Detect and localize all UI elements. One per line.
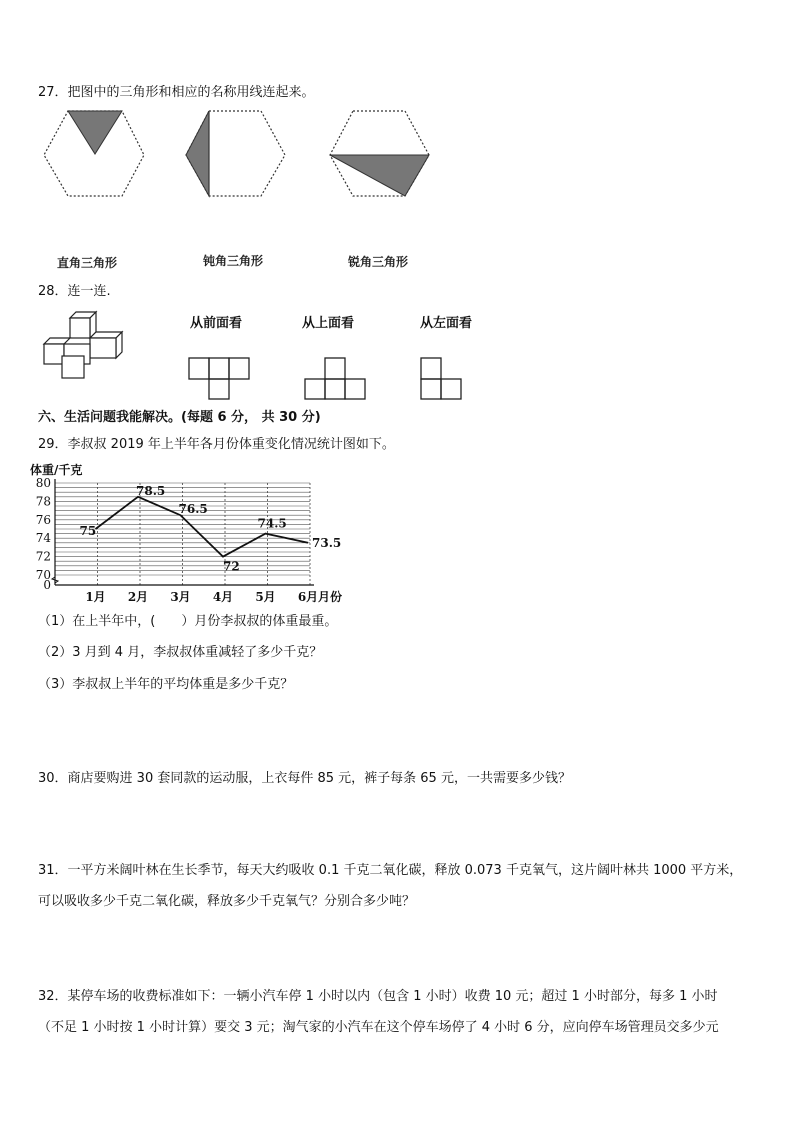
y-axis-title: 体重/千克 <box>30 463 83 477</box>
q29-sub3: （3）李叔叔上半年的平均体重是多少千克？ <box>38 677 294 692</box>
data-label: 73.5 <box>312 535 342 550</box>
weight-line-chart <box>30 458 370 608</box>
q29-sub2: （2）3 月到 4 月，李叔叔体重减轻了多少千克？ <box>38 645 323 660</box>
view-figure-l-shape <box>420 356 470 406</box>
x-axis-title: 月份 <box>317 590 343 604</box>
y-tick-label: 70 <box>35 568 51 582</box>
q31-line1: 31．一平方米阔叶林在生长季节，每天大约吸收 0.1 千克二氧化碳，释放 0.073 千克氧气，这片阔叶林共 1000 平方米， <box>38 863 743 878</box>
y-tick-label: 80 <box>35 476 51 490</box>
hexagon-figure-1 <box>40 108 150 198</box>
view-figure-t-shape <box>188 356 258 406</box>
x-tick-label: 1月 <box>85 590 106 604</box>
y-tick-label: 76 <box>35 512 51 527</box>
data-label: 75 <box>79 524 97 538</box>
cube-stack-figure <box>42 312 132 382</box>
label-right-triangle: 直角三角形 <box>57 256 118 270</box>
data-label: 74.5 <box>257 516 287 531</box>
label-obtuse-triangle: 钝角三角形 <box>203 254 264 268</box>
x-tick-label: 2月 <box>127 590 149 604</box>
q32-line1: 32．某停车场的收费标准如下：一辆小汽车停 1 小时以内（包含 1 小时）收费 10 元；超过 1 小时部分，每多 1 小时 <box>38 989 718 1004</box>
q32-line2: （不足 1 小时按 1 小时计算）要交 3 元；淘气家的小汽车在这个停车场停了 4 小时 6 分，应向停车场管理员交多少元 <box>38 1020 719 1035</box>
q30-text: 30．商店要购进 30 套同款的运动服，上衣每件 85 元，裤子每条 65 元，一共需要多少钱？ <box>38 771 571 786</box>
view-front-label: 从前面看 <box>190 316 243 331</box>
hexagon-figure-3 <box>327 108 437 198</box>
x-tick-label: 3月 <box>170 590 191 604</box>
x-tick-label: 5月 <box>255 590 276 604</box>
label-acute-triangle: 锐角三角形 <box>348 255 409 269</box>
data-label: 76.5 <box>178 502 208 517</box>
y-tick-label: 72 <box>35 549 51 564</box>
q28-text: 28．连一连. <box>38 284 111 299</box>
y-tick-label: 74 <box>35 531 51 546</box>
q27-text: 27．把图中的三角形和相应的名称用线连起来。 <box>38 85 315 100</box>
hexagon-figure-2 <box>183 108 293 198</box>
q29-sub1: （1）在上半年中，( ）月份李叔叔的体重最重。 <box>38 614 338 629</box>
q31-line2: 可以吸收多少千克二氧化碳，释放多少千克氧气？分别合多少吨？ <box>38 894 416 909</box>
section-6-heading: 六、生活问题我能解决。(每题 6 分， 共 30 分) <box>38 410 321 425</box>
x-tick-label: 4月 <box>212 590 234 604</box>
view-top-label: 从上面看 <box>302 316 355 331</box>
view-figure-inverted-t <box>304 356 374 406</box>
data-label: 72 <box>223 559 240 574</box>
y-tick-label: 78 <box>35 494 51 509</box>
y-tick-label: 0 <box>43 578 51 592</box>
q29-text: 29．李叔叔 2019 年上半年各月份体重变化情况统计图如下。 <box>38 437 395 452</box>
view-left-label: 从左面看 <box>420 316 473 331</box>
data-label: 78.5 <box>136 483 166 498</box>
x-tick-label: 6月 <box>297 590 319 604</box>
